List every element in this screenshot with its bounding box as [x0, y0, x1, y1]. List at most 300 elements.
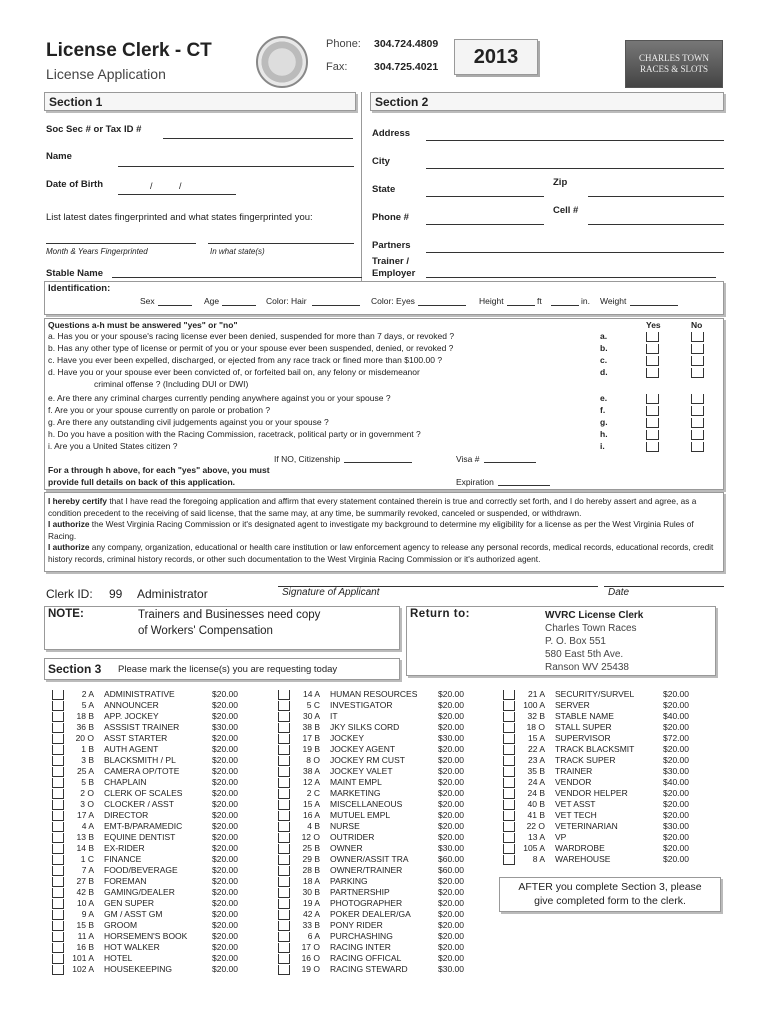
hair-label: Color: Hair	[266, 296, 307, 306]
license-fee: $20.00	[438, 920, 464, 930]
license-row	[278, 964, 473, 975]
question-yes-checkbox[interactable]	[646, 394, 659, 404]
license-fee: $20.00	[663, 689, 689, 699]
license-checkbox[interactable]	[503, 778, 515, 788]
license-row	[278, 854, 473, 865]
question-no-checkbox[interactable]	[691, 356, 704, 366]
citizenship-field[interactable]	[344, 462, 412, 463]
trainer-label: Trainer /	[372, 256, 409, 267]
question-text: d. Have you or your spouse ever been convicted of, or forfeited bail on, any felony or misdemeanor	[48, 367, 420, 377]
license-name: CLERK OF SCALES	[104, 788, 183, 798]
license-checkbox[interactable]	[278, 734, 290, 744]
section3-title: Section 3	[48, 662, 102, 676]
license-checkbox[interactable]	[52, 756, 64, 766]
license-fee: $20.00	[212, 766, 238, 776]
fingerprint-month-field[interactable]	[46, 243, 196, 244]
question-yes-checkbox[interactable]	[646, 368, 659, 378]
license-checkbox[interactable]	[52, 690, 64, 700]
phone-number: 304.724.4809	[374, 38, 439, 50]
license-code: 5 B	[81, 777, 94, 787]
license-row	[503, 854, 698, 865]
license-checkbox[interactable]	[278, 822, 290, 832]
license-name: BLACKSMITH / PL	[104, 755, 176, 765]
license-row	[278, 898, 473, 909]
license-checkbox[interactable]	[278, 877, 290, 887]
license-row	[278, 700, 473, 711]
license-row	[278, 733, 473, 744]
license-fee: $20.00	[212, 909, 238, 919]
license-code: 22 O	[526, 821, 545, 831]
license-name: HOUSEKEEPING	[104, 964, 173, 974]
license-code: 100 A	[523, 700, 545, 710]
license-fee: $20.00	[663, 722, 689, 732]
license-name: HOTEL	[104, 953, 133, 963]
license-checkbox[interactable]	[503, 811, 515, 821]
license-code: 3 O	[80, 799, 94, 809]
license-name: RACING STEWARD	[330, 964, 408, 974]
license-code: 33 B	[302, 920, 320, 930]
license-name: VETERINARIAN	[555, 821, 618, 831]
weight-label: Weight	[600, 296, 627, 306]
fax-number: 304.725.4021	[374, 61, 439, 73]
height-ft-field[interactable]	[507, 305, 535, 306]
license-fee: $20.00	[438, 832, 464, 842]
license-code: 24 B	[527, 788, 545, 798]
license-checkbox[interactable]	[503, 756, 515, 766]
question-yes-checkbox[interactable]	[646, 406, 659, 416]
dob-sep: /	[150, 181, 153, 191]
license-checkbox[interactable]	[52, 767, 64, 777]
license-checkbox[interactable]	[278, 789, 290, 799]
license-fee: $20.00	[212, 689, 238, 699]
section-divider	[361, 92, 362, 282]
license-name: OWNER/TRAINER	[330, 865, 403, 875]
license-code: 2 O	[80, 788, 94, 798]
license-row	[503, 700, 698, 711]
license-row	[278, 931, 473, 942]
license-fee: $40.00	[663, 777, 689, 787]
name-field[interactable]	[118, 166, 354, 167]
license-code: 16 B	[76, 942, 94, 952]
fingerprint-state-field[interactable]	[208, 243, 354, 244]
note-line-2: of Workers' Compensation	[138, 625, 273, 637]
ft-label: ft	[537, 296, 542, 306]
question-letter: e.	[600, 393, 608, 403]
license-row	[52, 788, 247, 799]
license-checkbox[interactable]	[52, 811, 64, 821]
license-fee: $30.00	[663, 821, 689, 831]
license-name: JOCKEY VALET	[330, 766, 393, 776]
hair-field[interactable]	[312, 305, 360, 306]
license-fee: $20.00	[438, 777, 464, 787]
license-code: 13 A	[527, 832, 545, 842]
partners-field[interactable]	[426, 252, 724, 253]
state-field[interactable]	[426, 196, 544, 197]
question-no-checkbox[interactable]	[691, 368, 704, 378]
ssn-label: Soc Sec # or Tax ID #	[46, 124, 142, 135]
license-checkbox[interactable]	[278, 921, 290, 931]
license-name: GM / ASST GM	[104, 909, 163, 919]
certify-text: I hereby certify that I have read the foregoing application and affirm that every statement contained therein is true and correctly set forth, and I do hereby assert and agree, as a condition precedent to the receiving of said license, that the same may, at any time, be summarily revoked, canceled or suspended, or withdrawn. I authorize the West Virginia Racing Commission or it's designated agent to investigate my background to determine my eligibility for a license as per the West Virginia Rules of Racing. I authorize any company, organization, educational or health care institution or law enforcement agency to release any personal records, medical records, educational records, credit history records, criminal history records, or other such documentation to the West Virginia Racing Commission or it's authorized agent.	[48, 496, 714, 564]
license-fee: $20.00	[438, 755, 464, 765]
license-checkbox[interactable]	[52, 833, 64, 843]
license-name: STABLE NAME	[555, 711, 614, 721]
visa-field[interactable]	[484, 462, 536, 463]
license-checkbox[interactable]	[52, 855, 64, 865]
question-no-checkbox[interactable]	[691, 430, 704, 440]
license-checkbox[interactable]	[52, 800, 64, 810]
license-checkbox[interactable]	[52, 778, 64, 788]
question-text: c. Have you ever been expelled, discharged, or ejected from any race track or fined more than $100.00 ?	[48, 355, 443, 365]
expiration-field[interactable]	[498, 485, 550, 486]
license-fee: $72.00	[663, 733, 689, 743]
license-name: NURSE	[330, 821, 360, 831]
license-row	[278, 887, 473, 898]
license-fee: $20.00	[438, 766, 464, 776]
question-text: b. Has any other type of license or permit of you or your spouse ever been suspended, denied, or revoked ?	[48, 343, 454, 353]
license-row	[52, 733, 247, 744]
license-checkbox[interactable]	[52, 943, 64, 953]
license-code: 11 A	[77, 931, 94, 941]
license-checkbox[interactable]	[278, 954, 290, 964]
license-checkbox[interactable]	[278, 965, 290, 975]
license-name: TRAINER	[555, 766, 593, 776]
stable-label: Stable Name	[46, 268, 104, 279]
license-checkbox[interactable]	[52, 954, 64, 964]
license-fee: $20.00	[212, 854, 238, 864]
license-checkbox[interactable]	[278, 690, 290, 700]
license-code: 17 O	[301, 942, 320, 952]
license-code: 12 A	[302, 777, 320, 787]
license-code: 22 A	[527, 744, 545, 754]
question-yes-checkbox[interactable]	[646, 332, 659, 342]
license-row	[278, 744, 473, 755]
address-field[interactable]	[426, 140, 724, 141]
license-name: PURCHASHING	[330, 931, 393, 941]
license-checkbox[interactable]	[503, 767, 515, 777]
license-fee: $20.00	[438, 931, 464, 941]
license-row	[52, 887, 247, 898]
license-checkbox[interactable]	[278, 800, 290, 810]
visa-label: Visa #	[456, 454, 480, 464]
sex-field[interactable]	[158, 305, 192, 306]
license-name: WAREHOUSE	[555, 854, 611, 864]
question-no-checkbox[interactable]	[691, 442, 704, 452]
license-checkbox[interactable]	[52, 844, 64, 854]
license-checkbox[interactable]	[503, 712, 515, 722]
question-no-checkbox[interactable]	[691, 394, 704, 404]
inwhat-label: In what state(s)	[210, 247, 265, 256]
license-checkbox[interactable]	[52, 921, 64, 931]
license-name: PARTNERSHIP	[330, 887, 390, 897]
question-yes-checkbox[interactable]	[646, 430, 659, 440]
license-code: 18 O	[526, 722, 545, 732]
license-code: 18 B	[76, 711, 94, 721]
section2-title: Section 2	[375, 95, 429, 109]
license-row	[278, 722, 473, 733]
license-row	[278, 821, 473, 832]
question-letter: a.	[600, 331, 608, 341]
license-fee: $20.00	[438, 700, 464, 710]
license-name: EQUINE DENTIST	[104, 832, 176, 842]
license-checkbox[interactable]	[278, 943, 290, 953]
section3-instruction: Please mark the license(s) you are requesting today	[118, 664, 338, 675]
return-line-5: Ranson WV 25438	[545, 662, 629, 673]
license-code: 21 A	[527, 689, 545, 699]
license-code: 105 A	[523, 843, 545, 853]
license-fee: $20.00	[438, 909, 464, 919]
license-name: MARKETING	[330, 788, 381, 798]
license-checkbox[interactable]	[52, 789, 64, 799]
employer-field[interactable]	[426, 277, 716, 278]
license-code: 15 B	[76, 920, 94, 930]
license-fee: $30.00	[438, 733, 464, 743]
license-code: 30 A	[302, 711, 320, 721]
license-checkbox[interactable]	[278, 778, 290, 788]
yes-header: Yes	[646, 320, 661, 330]
license-code: 24 A	[527, 777, 545, 787]
license-code: 27 B	[76, 876, 94, 886]
license-fee: $20.00	[438, 689, 464, 699]
license-name: PONY RIDER	[330, 920, 383, 930]
stable-field[interactable]	[112, 277, 362, 278]
question-no-checkbox[interactable]	[691, 344, 704, 354]
license-name: APP. JOCKEY	[104, 711, 159, 721]
license-fee: $20.00	[663, 788, 689, 798]
license-row	[52, 953, 247, 964]
license-name: MAINT EMPL	[330, 777, 382, 787]
license-fee: $20.00	[663, 799, 689, 809]
license-name: FINANCE	[104, 854, 142, 864]
cell-field[interactable]	[588, 224, 724, 225]
license-checkbox[interactable]	[503, 833, 515, 843]
license-checkbox[interactable]	[503, 734, 515, 744]
license-fee: $20.00	[663, 832, 689, 842]
license-name: VENDOR HELPER	[555, 788, 628, 798]
license-code: 14 A	[302, 689, 320, 699]
license-checkbox[interactable]	[52, 712, 64, 722]
license-name: FOOD/BEVERAGE	[104, 865, 178, 875]
ssn-field[interactable]	[163, 138, 353, 139]
question-letter: g.	[600, 417, 608, 427]
license-fee: $20.00	[438, 887, 464, 897]
license-fee: $20.00	[663, 810, 689, 820]
dob-field[interactable]	[118, 194, 236, 195]
license-fee: $20.00	[212, 777, 238, 787]
license-code: 101 A	[72, 953, 94, 963]
license-checkbox[interactable]	[278, 855, 290, 865]
license-checkbox[interactable]	[278, 767, 290, 777]
license-fee: $20.00	[212, 843, 238, 853]
signature-label: Signature of Applicant	[282, 587, 380, 598]
license-checkbox[interactable]	[503, 690, 515, 700]
age-field[interactable]	[222, 305, 256, 306]
license-name: PHOTOGRAPHER	[330, 898, 403, 908]
license-row	[278, 766, 473, 777]
license-checkbox[interactable]	[52, 910, 64, 920]
license-checkbox[interactable]	[503, 822, 515, 832]
license-checkbox[interactable]	[278, 745, 290, 755]
license-checkbox[interactable]	[503, 723, 515, 733]
license-code: 102 A	[72, 964, 94, 974]
license-name: RACING INTER	[330, 942, 391, 952]
eyes-field[interactable]	[418, 305, 466, 306]
license-row	[278, 788, 473, 799]
license-checkbox[interactable]	[52, 965, 64, 975]
license-row	[278, 777, 473, 788]
license-checkbox[interactable]	[52, 734, 64, 744]
phone-field-label: Phone #	[372, 212, 409, 223]
city-label: City	[372, 156, 390, 167]
license-checkbox[interactable]	[278, 833, 290, 843]
license-name: EX-RIDER	[104, 843, 145, 853]
license-row	[52, 755, 247, 766]
license-checkbox[interactable]	[278, 932, 290, 942]
license-code: 30 B	[302, 887, 320, 897]
in-label: in.	[581, 296, 590, 306]
question-yes-checkbox[interactable]	[646, 442, 659, 452]
address-label: Address	[372, 128, 411, 139]
license-code: 15 A	[302, 799, 320, 809]
license-checkbox[interactable]	[278, 888, 290, 898]
question-yes-checkbox[interactable]	[646, 356, 659, 366]
license-name: VP	[555, 832, 567, 842]
license-checkbox[interactable]	[278, 701, 290, 711]
license-checkbox[interactable]	[503, 789, 515, 799]
license-name: CHAPLAIN	[104, 777, 147, 787]
license-checkbox[interactable]	[52, 932, 64, 942]
license-row	[52, 898, 247, 909]
license-row	[52, 964, 247, 975]
license-checkbox[interactable]	[52, 866, 64, 876]
section1-title: Section 1	[49, 95, 103, 109]
license-checkbox[interactable]	[278, 723, 290, 733]
license-code: 17 B	[302, 733, 320, 743]
license-checkbox[interactable]	[52, 723, 64, 733]
license-fee: $20.00	[663, 854, 689, 864]
license-code: 18 A	[302, 876, 320, 886]
question-no-checkbox[interactable]	[691, 332, 704, 342]
license-fee: $20.00	[212, 931, 238, 941]
license-fee: $60.00	[438, 854, 464, 864]
phone-field[interactable]	[426, 224, 544, 225]
license-code: 42 B	[76, 887, 94, 897]
page-title: License Clerk - CT	[46, 40, 212, 61]
charles-town-logo: CHARLES TOWN RACES & SLOTS	[625, 40, 723, 88]
license-row	[503, 689, 698, 700]
license-code: 42 A	[302, 909, 320, 919]
license-checkbox[interactable]	[278, 712, 290, 722]
license-code: 7 A	[81, 865, 94, 875]
license-name: JOCKEY	[330, 733, 365, 743]
weight-field[interactable]	[630, 305, 678, 306]
zip-label: Zip	[553, 177, 568, 188]
license-row	[503, 832, 698, 843]
license-name: MUTUEL EMPL	[330, 810, 391, 820]
license-name: OWNER	[330, 843, 363, 853]
license-name: GAMING/DEALER	[104, 887, 175, 897]
license-checkbox[interactable]	[278, 899, 290, 909]
city-field[interactable]	[426, 168, 724, 169]
month-years-label: Month & Years Fingerprinted	[46, 247, 148, 256]
license-fee: $20.00	[438, 722, 464, 732]
year-box: 2013	[454, 39, 538, 75]
license-code: 14 B	[76, 843, 94, 853]
question-yes-checkbox[interactable]	[646, 418, 659, 428]
zip-field[interactable]	[588, 196, 724, 197]
license-fee: $20.00	[663, 755, 689, 765]
question-letter: b.	[600, 343, 608, 353]
license-code: 8 A	[532, 854, 545, 864]
question-no-checkbox[interactable]	[691, 406, 704, 416]
license-fee: $20.00	[663, 744, 689, 754]
return-line-4: 580 East 5th Ave.	[545, 649, 624, 660]
license-code: 9 A	[81, 909, 94, 919]
name-label: Name	[46, 151, 72, 162]
license-checkbox[interactable]	[503, 800, 515, 810]
license-fee: $20.00	[438, 953, 464, 963]
license-checkbox[interactable]	[52, 822, 64, 832]
license-checkbox[interactable]	[503, 844, 515, 854]
height-in-field[interactable]	[551, 305, 579, 306]
license-row	[278, 711, 473, 722]
fax-label: Fax:	[326, 61, 348, 73]
license-name: GEN SUPER	[104, 898, 155, 908]
license-code: 40 B	[527, 799, 545, 809]
license-fee: $30.00	[438, 843, 464, 853]
license-name: CAMERA OP/TOTE	[104, 766, 180, 776]
note-line-1: Trainers and Businesses need copy	[138, 609, 321, 621]
license-name: HUMAN RESOURCES	[330, 689, 418, 699]
license-fee: $20.00	[212, 700, 238, 710]
license-checkbox[interactable]	[503, 701, 515, 711]
license-row	[52, 821, 247, 832]
question-text: i. Are you a United States citizen ?	[48, 441, 178, 451]
license-fee: $20.00	[212, 964, 238, 974]
return-line-2: Charles Town Races	[545, 623, 637, 634]
license-checkbox[interactable]	[52, 877, 64, 887]
license-row	[503, 755, 698, 766]
license-checkbox[interactable]	[52, 745, 64, 755]
license-checkbox[interactable]	[52, 888, 64, 898]
license-row	[278, 953, 473, 964]
license-fee: $40.00	[663, 711, 689, 721]
license-row	[52, 766, 247, 777]
license-checkbox[interactable]	[278, 756, 290, 766]
license-checkbox[interactable]	[503, 745, 515, 755]
question-yes-checkbox[interactable]	[646, 344, 659, 354]
license-checkbox[interactable]	[278, 866, 290, 876]
note-label: NOTE:	[48, 608, 84, 620]
question-letter: f.	[600, 405, 606, 415]
license-fee: $60.00	[438, 865, 464, 875]
expiration-label: Expiration	[456, 477, 494, 487]
license-checkbox[interactable]	[503, 855, 515, 865]
license-checkbox[interactable]	[278, 811, 290, 821]
page-subtitle: License Application	[46, 66, 166, 82]
question-letter: c.	[600, 355, 608, 365]
license-name: PARKING	[330, 876, 368, 886]
question-no-checkbox[interactable]	[691, 418, 704, 428]
license-code: 3 B	[81, 755, 94, 765]
license-fee: $20.00	[212, 876, 238, 886]
license-checkbox[interactable]	[52, 899, 64, 909]
license-row	[52, 920, 247, 931]
license-checkbox[interactable]	[52, 701, 64, 711]
license-checkbox[interactable]	[278, 844, 290, 854]
license-row	[52, 777, 247, 788]
license-checkbox[interactable]	[278, 910, 290, 920]
